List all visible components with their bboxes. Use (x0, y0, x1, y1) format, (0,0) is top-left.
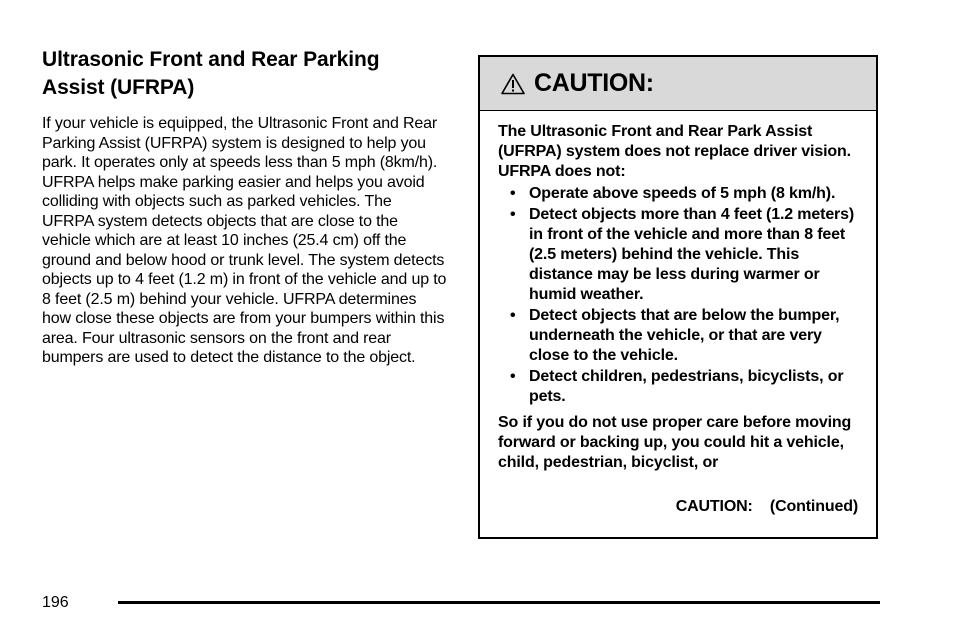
caution-bullet-item (498, 205, 858, 305)
footer-rule (118, 601, 880, 604)
caution-bullet-item (498, 367, 858, 407)
caution-header (480, 57, 876, 111)
caution-box (478, 55, 878, 539)
caution-intro: The Ultrasonic Front and Rear Park Assist (UFRPA) system does not replace driver vision. UFRPA does not: (498, 123, 851, 180)
bullet-dot-icon: • (510, 185, 516, 202)
caution-bullet-item (498, 306, 858, 366)
caution-continued-label: CAUTION: (Continued) (675, 498, 858, 515)
caution-title: CAUTION: (534, 69, 654, 97)
caution-bullet-text: Detect objects that are below the bumper, underneath the vehicle, or that are very close to the vehicle. (529, 307, 840, 364)
caution-bullet-text: Operate above speeds of 5 mph (8 km/h). (529, 185, 836, 202)
caution-bullet-list (498, 184, 858, 407)
page-number: 196 (42, 594, 69, 611)
warning-triangle-icon (501, 73, 525, 95)
left-column (42, 46, 447, 368)
section-title-line-1: Ultrasonic Front and Rear Parking (42, 48, 380, 71)
bullet-dot-icon: • (510, 206, 516, 223)
caution-body (480, 111, 876, 473)
caution-bullet-text: Detect children, pedestrians, bicyclists, or pets. (529, 368, 844, 405)
section-title (42, 46, 447, 102)
section-body-paragraph: If your vehicle is equipped, the Ultrasonic Front and Rear Parking Assist (UFRPA) system is designed to help you park. It operates only at speeds less than 5 mph (8km/h). UFRPA helps make parking easier and helps you avoid colliding with objects such as parked vehicles. The UFRPA system detects objects that are close to the vehicle which are at least 10 inches (25.4 cm) off the ground and below hood or trunk level. The system detects objects up to 4 feet (1.2 m) in front of the vehicle and up to 8 feet (2.5 m) behind your vehicle. UFRPA determines how close these objects are from your bumpers within this area. Four ultrasonic sensors on the front and rear bumpers are used to detect the distance to the object. (42, 115, 447, 366)
caution-bullet-text: Detect objects more than 4 feet (1.2 meters) in front of the vehicle and more than 8 feet (2.5 meters) behind the vehicle. This distance may be less during warmer or humid weather. (529, 206, 855, 303)
caution-bullet-item (498, 184, 858, 204)
bullet-dot-icon: • (510, 307, 516, 324)
bullet-dot-icon: • (510, 368, 516, 385)
caution-closing: So if you do not use proper care before moving forward or backing up, you could hit a vehicle, child, pedestrian, bicyclist, or (498, 414, 852, 471)
section-title-line-2: Assist (UFRPA) (42, 76, 195, 99)
